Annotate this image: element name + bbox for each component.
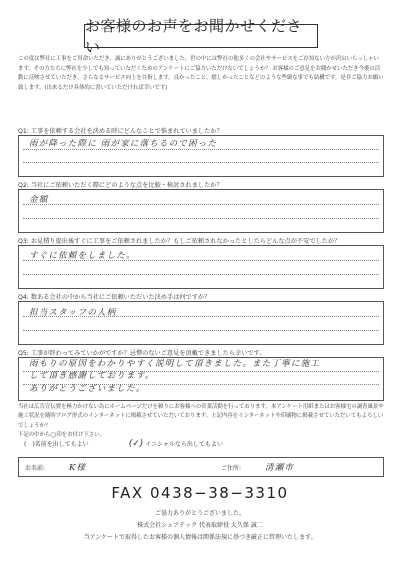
question-5-answer-line-1: 雨もりの原因をわかりやすく説明して頂きました。また丁寧に施工 bbox=[29, 359, 321, 369]
question-3-answer-line: すぐに依頼をしました。 bbox=[29, 251, 136, 261]
address-label: ご住所: bbox=[221, 465, 242, 472]
company-name: 株式会社シェアテック 代表取締役 大久保 誠二 bbox=[137, 522, 263, 529]
question-4-label: Q4: 数ある会社の中から当社にご依頼いただいた決め手は何ですか？ bbox=[18, 294, 211, 301]
option-initial-ok[interactable] bbox=[129, 439, 223, 449]
question-2-answer-box bbox=[18, 189, 384, 233]
question-1-label: Q1: 工事を依頼する会社を決める時にどんなことで悩まれていましたか？ bbox=[18, 128, 223, 135]
check-mark-icon: (✓) bbox=[128, 439, 144, 449]
thanks-text: ご協力ありがとうございました。 bbox=[154, 510, 245, 517]
address-value: 清瀬市 bbox=[265, 463, 295, 473]
option-initial-label: イニシャルなら出してもよい bbox=[145, 441, 223, 448]
question-2-label: Q2: 当社にご依頼いただく際にどのような点を比較・検討されましたか？ bbox=[18, 182, 223, 189]
publication-note: 当社は広告宣伝費を極力かけない為にホームページだけを頼りにお客様への営業活動を行っております。本アンケート用紙またはお客様宅の調査風景や施工状況を随時ブログ形式のインターネットに掲載させていただいております。上記内容をインターネットや印刷物に掲載させていただいてもよろしいでしょうか？ 下記の中から◯印をお付け下さい。 bbox=[18, 404, 384, 439]
intro-text: この度は弊社に工事をご用命いただき、誠にありがとうございました。世の中には弊社の他多くの会社やサービスをご存知ない方が沢山いらっしゃいます。その方たちに弊社を少しでも知っていただくためのアンケートにご協力いただけないでしょうか？ お客様のご意見をお聞かせいただき今後の活動に反映させていただき、さらなるサービス向上を目指します。良かったこと、嬉しかったことなどのような些細な事でも結構です。是非ご協力お願い致します。(出来るだけ具体的に書いていただければ幸いです) bbox=[18, 56, 384, 91]
question-5-answer-line-2: して頂き感謝しております。 bbox=[29, 371, 155, 381]
publication-options bbox=[24, 439, 223, 449]
question-1-answer-box bbox=[18, 135, 384, 177]
option-name-ok[interactable]: ( )名前を出してもよい bbox=[24, 441, 89, 448]
question-3-answer-box bbox=[18, 245, 384, 289]
customer-info-box bbox=[18, 457, 384, 477]
question-1-answer-line: 雨が降った際に 雨が家に落ちるので困った bbox=[29, 139, 218, 149]
fax-number: FAX 0438−38−3310 bbox=[111, 484, 289, 502]
question-2-answer-line: 金額 bbox=[29, 195, 49, 205]
page-title: お客様のお声をお聞かせください bbox=[84, 24, 318, 48]
name-value: K様 bbox=[69, 463, 87, 473]
question-5-answer-line-3: ありがとうございました。 bbox=[29, 384, 146, 394]
question-4-answer-box bbox=[18, 301, 384, 345]
name-label: お名前: bbox=[25, 465, 46, 472]
question-4-answer-line: 担当スタッフの人柄 bbox=[29, 308, 117, 318]
privacy-notice: 当アンケートで取得したお客様の個人情報は関係法規に基づき厳正に管理いたします。 bbox=[83, 534, 317, 541]
question-5-label: Q5: 工事が終わってみていかがですか？忌憚のないご意見を頂戴できましたら幸いです。 bbox=[18, 350, 266, 357]
question-5-answer-box bbox=[18, 357, 384, 401]
question-3-label: Q3: お見積り提出後すぐに工事をご依頼されましたか？もしご依頼されなかったとしたらどんな点が不安でしたか？ bbox=[18, 238, 341, 245]
